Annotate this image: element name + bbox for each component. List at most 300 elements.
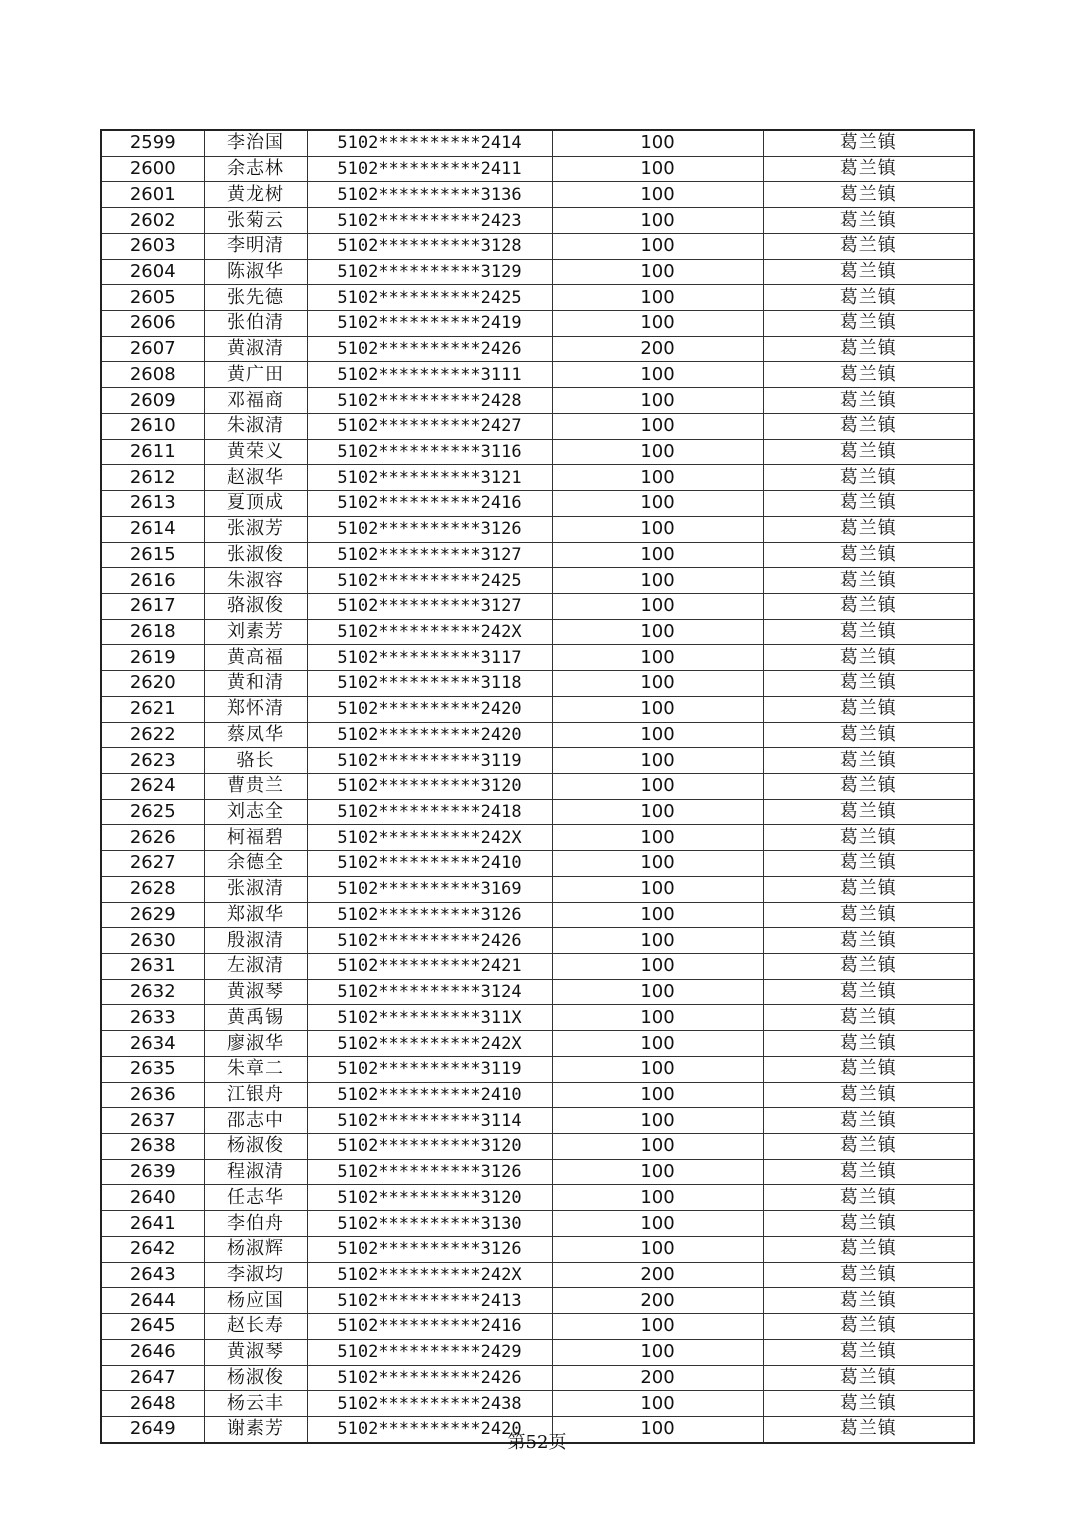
amount-cell: 100 bbox=[552, 208, 763, 234]
serial-number-cell: 2602 bbox=[101, 208, 204, 234]
town-cell: 葛兰镇 bbox=[763, 208, 974, 234]
table-row bbox=[101, 362, 974, 388]
serial-number-cell: 2605 bbox=[101, 285, 204, 311]
person-name-cell: 程淑清 bbox=[204, 1159, 307, 1185]
serial-number-cell: 2637 bbox=[101, 1108, 204, 1134]
table-row bbox=[101, 233, 974, 259]
town-cell: 葛兰镇 bbox=[763, 1185, 974, 1211]
amount-cell: 100 bbox=[552, 1134, 763, 1160]
person-name-cell: 李伯舟 bbox=[204, 1211, 307, 1237]
table-row bbox=[101, 593, 974, 619]
id-number-cell: 5102**********242X bbox=[307, 825, 552, 851]
serial-number-cell: 2635 bbox=[101, 1056, 204, 1082]
table-row bbox=[101, 388, 974, 414]
serial-number-cell: 2647 bbox=[101, 1365, 204, 1391]
town-cell: 葛兰镇 bbox=[763, 1108, 974, 1134]
amount-cell: 100 bbox=[552, 696, 763, 722]
amount-cell: 100 bbox=[552, 825, 763, 851]
serial-number-cell: 2627 bbox=[101, 851, 204, 877]
person-name-cell: 赵淑华 bbox=[204, 465, 307, 491]
town-cell: 葛兰镇 bbox=[763, 799, 974, 825]
person-name-cell: 骆淑俊 bbox=[204, 593, 307, 619]
person-name-cell: 李明清 bbox=[204, 233, 307, 259]
person-name-cell: 黄淑琴 bbox=[204, 1339, 307, 1365]
table-row bbox=[101, 413, 974, 439]
amount-cell: 100 bbox=[552, 876, 763, 902]
amount-cell: 100 bbox=[552, 130, 763, 156]
id-number-cell: 5102**********2421 bbox=[307, 954, 552, 980]
serial-number-cell: 2620 bbox=[101, 671, 204, 697]
id-number-cell: 5102**********3121 bbox=[307, 465, 552, 491]
serial-number-cell: 2618 bbox=[101, 619, 204, 645]
town-cell: 葛兰镇 bbox=[763, 1005, 974, 1031]
town-cell: 葛兰镇 bbox=[763, 542, 974, 568]
id-number-cell: 5102**********2410 bbox=[307, 1082, 552, 1108]
amount-cell: 100 bbox=[552, 1005, 763, 1031]
person-name-cell: 张淑俊 bbox=[204, 542, 307, 568]
table-row bbox=[101, 825, 974, 851]
id-number-cell: 5102**********3130 bbox=[307, 1211, 552, 1237]
table-row bbox=[101, 1031, 974, 1057]
person-name-cell: 张淑芳 bbox=[204, 516, 307, 542]
serial-number-cell: 2607 bbox=[101, 336, 204, 362]
table-row bbox=[101, 1339, 974, 1365]
amount-cell: 100 bbox=[552, 1056, 763, 1082]
town-cell: 葛兰镇 bbox=[763, 388, 974, 414]
table-row bbox=[101, 799, 974, 825]
town-cell: 葛兰镇 bbox=[763, 876, 974, 902]
amount-cell: 100 bbox=[552, 593, 763, 619]
serial-number-cell: 2638 bbox=[101, 1134, 204, 1160]
person-name-cell: 黄高福 bbox=[204, 645, 307, 671]
person-name-cell: 邵志中 bbox=[204, 1108, 307, 1134]
town-cell: 葛兰镇 bbox=[763, 902, 974, 928]
serial-number-cell: 2601 bbox=[101, 182, 204, 208]
person-name-cell: 柯福碧 bbox=[204, 825, 307, 851]
town-cell: 葛兰镇 bbox=[763, 516, 974, 542]
table-row bbox=[101, 542, 974, 568]
id-number-cell: 5102**********3129 bbox=[307, 259, 552, 285]
roster-table bbox=[100, 129, 975, 1444]
table-row bbox=[101, 979, 974, 1005]
town-cell: 葛兰镇 bbox=[763, 645, 974, 671]
id-number-cell: 5102**********3114 bbox=[307, 1108, 552, 1134]
serial-number-cell: 2622 bbox=[101, 722, 204, 748]
amount-cell: 100 bbox=[552, 1339, 763, 1365]
table-row bbox=[101, 773, 974, 799]
town-cell: 葛兰镇 bbox=[763, 928, 974, 954]
id-number-cell: 5102**********3127 bbox=[307, 542, 552, 568]
id-number-cell: 5102**********3126 bbox=[307, 1159, 552, 1185]
town-cell: 葛兰镇 bbox=[763, 1365, 974, 1391]
town-cell: 葛兰镇 bbox=[763, 619, 974, 645]
id-number-cell: 5102**********311X bbox=[307, 1005, 552, 1031]
amount-cell: 100 bbox=[552, 722, 763, 748]
town-cell: 葛兰镇 bbox=[763, 748, 974, 774]
town-cell: 葛兰镇 bbox=[763, 1314, 974, 1340]
id-number-cell: 5102**********2410 bbox=[307, 851, 552, 877]
town-cell: 葛兰镇 bbox=[763, 773, 974, 799]
serial-number-cell: 2641 bbox=[101, 1211, 204, 1237]
amount-cell: 200 bbox=[552, 336, 763, 362]
id-number-cell: 5102**********3116 bbox=[307, 439, 552, 465]
serial-number-cell: 2604 bbox=[101, 259, 204, 285]
person-name-cell: 黄禹锡 bbox=[204, 1005, 307, 1031]
id-number-cell: 5102**********242X bbox=[307, 1262, 552, 1288]
serial-number-cell: 2640 bbox=[101, 1185, 204, 1211]
town-cell: 葛兰镇 bbox=[763, 954, 974, 980]
id-number-cell: 5102**********2438 bbox=[307, 1391, 552, 1417]
serial-number-cell: 2609 bbox=[101, 388, 204, 414]
amount-cell: 100 bbox=[552, 233, 763, 259]
amount-cell: 100 bbox=[552, 773, 763, 799]
amount-cell: 100 bbox=[552, 542, 763, 568]
town-cell: 葛兰镇 bbox=[763, 1134, 974, 1160]
person-name-cell: 谢素芳 bbox=[204, 1416, 307, 1442]
town-cell: 葛兰镇 bbox=[763, 825, 974, 851]
town-cell: 葛兰镇 bbox=[763, 465, 974, 491]
person-name-cell: 杨淑俊 bbox=[204, 1365, 307, 1391]
id-number-cell: 5102**********3127 bbox=[307, 593, 552, 619]
table-row bbox=[101, 1391, 974, 1417]
amount-cell: 100 bbox=[552, 671, 763, 697]
person-name-cell: 殷淑清 bbox=[204, 928, 307, 954]
person-name-cell: 黄淑琴 bbox=[204, 979, 307, 1005]
table-row bbox=[101, 954, 974, 980]
amount-cell: 100 bbox=[552, 902, 763, 928]
serial-number-cell: 2630 bbox=[101, 928, 204, 954]
table-row bbox=[101, 722, 974, 748]
town-cell: 葛兰镇 bbox=[763, 1236, 974, 1262]
id-number-cell: 5102**********3120 bbox=[307, 1134, 552, 1160]
town-cell: 葛兰镇 bbox=[763, 1056, 974, 1082]
id-number-cell: 5102**********2426 bbox=[307, 336, 552, 362]
amount-cell: 100 bbox=[552, 748, 763, 774]
table-row bbox=[101, 1365, 974, 1391]
town-cell: 葛兰镇 bbox=[763, 1391, 974, 1417]
person-name-cell: 张伯清 bbox=[204, 311, 307, 337]
id-number-cell: 5102**********2423 bbox=[307, 208, 552, 234]
person-name-cell: 刘素芳 bbox=[204, 619, 307, 645]
town-cell: 葛兰镇 bbox=[763, 1416, 974, 1442]
amount-cell: 200 bbox=[552, 1365, 763, 1391]
table-row bbox=[101, 1236, 974, 1262]
amount-cell: 100 bbox=[552, 928, 763, 954]
town-cell: 葛兰镇 bbox=[763, 1262, 974, 1288]
table-row bbox=[101, 902, 974, 928]
serial-number-cell: 2643 bbox=[101, 1262, 204, 1288]
table-row bbox=[101, 516, 974, 542]
table-row bbox=[101, 491, 974, 517]
id-number-cell: 5102**********3117 bbox=[307, 645, 552, 671]
amount-cell: 100 bbox=[552, 182, 763, 208]
town-cell: 葛兰镇 bbox=[763, 568, 974, 594]
table-row bbox=[101, 876, 974, 902]
serial-number-cell: 2612 bbox=[101, 465, 204, 491]
town-cell: 葛兰镇 bbox=[763, 491, 974, 517]
id-number-cell: 5102**********2427 bbox=[307, 413, 552, 439]
id-number-cell: 5102**********3126 bbox=[307, 516, 552, 542]
serial-number-cell: 2634 bbox=[101, 1031, 204, 1057]
table-row bbox=[101, 285, 974, 311]
id-number-cell: 5102**********2420 bbox=[307, 1416, 552, 1442]
town-cell: 葛兰镇 bbox=[763, 671, 974, 697]
table-row bbox=[101, 182, 974, 208]
person-name-cell: 骆长 bbox=[204, 748, 307, 774]
table-row bbox=[101, 1159, 974, 1185]
amount-cell: 100 bbox=[552, 1159, 763, 1185]
person-name-cell: 陈淑华 bbox=[204, 259, 307, 285]
person-name-cell: 邓福商 bbox=[204, 388, 307, 414]
id-number-cell: 5102**********3119 bbox=[307, 1056, 552, 1082]
id-number-cell: 5102**********3120 bbox=[307, 1185, 552, 1211]
serial-number-cell: 2621 bbox=[101, 696, 204, 722]
serial-number-cell: 2644 bbox=[101, 1288, 204, 1314]
amount-cell: 100 bbox=[552, 851, 763, 877]
town-cell: 葛兰镇 bbox=[763, 336, 974, 362]
person-name-cell: 赵长寿 bbox=[204, 1314, 307, 1340]
town-cell: 葛兰镇 bbox=[763, 182, 974, 208]
person-name-cell: 杨淑辉 bbox=[204, 1236, 307, 1262]
town-cell: 葛兰镇 bbox=[763, 722, 974, 748]
town-cell: 葛兰镇 bbox=[763, 593, 974, 619]
town-cell: 葛兰镇 bbox=[763, 233, 974, 259]
serial-number-cell: 2628 bbox=[101, 876, 204, 902]
person-name-cell: 李治国 bbox=[204, 130, 307, 156]
table-row bbox=[101, 928, 974, 954]
serial-number-cell: 2613 bbox=[101, 491, 204, 517]
amount-cell: 100 bbox=[552, 362, 763, 388]
id-number-cell: 5102**********2429 bbox=[307, 1339, 552, 1365]
town-cell: 葛兰镇 bbox=[763, 696, 974, 722]
person-name-cell: 朱章二 bbox=[204, 1056, 307, 1082]
table-row bbox=[101, 1134, 974, 1160]
person-name-cell: 李淑均 bbox=[204, 1262, 307, 1288]
id-number-cell: 5102**********2418 bbox=[307, 799, 552, 825]
amount-cell: 100 bbox=[552, 516, 763, 542]
serial-number-cell: 2642 bbox=[101, 1236, 204, 1262]
person-name-cell: 余德全 bbox=[204, 851, 307, 877]
town-cell: 葛兰镇 bbox=[763, 285, 974, 311]
amount-cell: 100 bbox=[552, 285, 763, 311]
town-cell: 葛兰镇 bbox=[763, 1211, 974, 1237]
amount-cell: 100 bbox=[552, 799, 763, 825]
person-name-cell: 朱淑清 bbox=[204, 413, 307, 439]
id-number-cell: 5102**********242X bbox=[307, 1031, 552, 1057]
id-number-cell: 5102**********2420 bbox=[307, 722, 552, 748]
town-cell: 葛兰镇 bbox=[763, 259, 974, 285]
amount-cell: 100 bbox=[552, 954, 763, 980]
person-name-cell: 黄荣义 bbox=[204, 439, 307, 465]
serial-number-cell: 2623 bbox=[101, 748, 204, 774]
person-name-cell: 郑淑华 bbox=[204, 902, 307, 928]
id-number-cell: 5102**********2411 bbox=[307, 156, 552, 182]
id-number-cell: 5102**********3169 bbox=[307, 876, 552, 902]
table-row bbox=[101, 156, 974, 182]
person-name-cell: 任志华 bbox=[204, 1185, 307, 1211]
serial-number-cell: 2625 bbox=[101, 799, 204, 825]
town-cell: 葛兰镇 bbox=[763, 851, 974, 877]
amount-cell: 100 bbox=[552, 311, 763, 337]
table-row bbox=[101, 208, 974, 234]
person-name-cell: 刘志全 bbox=[204, 799, 307, 825]
table-row bbox=[101, 1082, 974, 1108]
id-number-cell: 5102**********3128 bbox=[307, 233, 552, 259]
amount-cell: 100 bbox=[552, 491, 763, 517]
serial-number-cell: 2617 bbox=[101, 593, 204, 619]
id-number-cell: 5102**********2420 bbox=[307, 696, 552, 722]
id-number-cell: 5102**********3126 bbox=[307, 902, 552, 928]
id-number-cell: 5102**********2425 bbox=[307, 285, 552, 311]
serial-number-cell: 2633 bbox=[101, 1005, 204, 1031]
serial-number-cell: 2632 bbox=[101, 979, 204, 1005]
person-name-cell: 杨应国 bbox=[204, 1288, 307, 1314]
serial-number-cell: 2624 bbox=[101, 773, 204, 799]
amount-cell: 200 bbox=[552, 1288, 763, 1314]
id-number-cell: 5102**********2414 bbox=[307, 130, 552, 156]
serial-number-cell: 2608 bbox=[101, 362, 204, 388]
town-cell: 葛兰镇 bbox=[763, 1288, 974, 1314]
amount-cell: 100 bbox=[552, 413, 763, 439]
table-row bbox=[101, 645, 974, 671]
amount-cell: 200 bbox=[552, 1262, 763, 1288]
town-cell: 葛兰镇 bbox=[763, 979, 974, 1005]
id-number-cell: 5102**********2426 bbox=[307, 1365, 552, 1391]
amount-cell: 100 bbox=[552, 568, 763, 594]
serial-number-cell: 2629 bbox=[101, 902, 204, 928]
id-number-cell: 5102**********3118 bbox=[307, 671, 552, 697]
table-row bbox=[101, 1288, 974, 1314]
id-number-cell: 5102**********2426 bbox=[307, 928, 552, 954]
amount-cell: 100 bbox=[552, 1236, 763, 1262]
table-row bbox=[101, 671, 974, 697]
amount-cell: 100 bbox=[552, 1108, 763, 1134]
town-cell: 葛兰镇 bbox=[763, 1339, 974, 1365]
person-name-cell: 朱淑容 bbox=[204, 568, 307, 594]
id-number-cell: 5102**********3126 bbox=[307, 1236, 552, 1262]
table-row bbox=[101, 311, 974, 337]
serial-number-cell: 2636 bbox=[101, 1082, 204, 1108]
table-row bbox=[101, 568, 974, 594]
town-cell: 葛兰镇 bbox=[763, 1082, 974, 1108]
serial-number-cell: 2639 bbox=[101, 1159, 204, 1185]
town-cell: 葛兰镇 bbox=[763, 439, 974, 465]
id-number-cell: 5102**********3124 bbox=[307, 979, 552, 1005]
serial-number-cell: 2646 bbox=[101, 1339, 204, 1365]
id-number-cell: 5102**********2416 bbox=[307, 1314, 552, 1340]
person-name-cell: 蔡凤华 bbox=[204, 722, 307, 748]
id-number-cell: 5102**********3119 bbox=[307, 748, 552, 774]
serial-number-cell: 2614 bbox=[101, 516, 204, 542]
table-row bbox=[101, 1005, 974, 1031]
serial-number-cell: 2619 bbox=[101, 645, 204, 671]
table-row bbox=[101, 336, 974, 362]
serial-number-cell: 2649 bbox=[101, 1416, 204, 1442]
id-number-cell: 5102**********3136 bbox=[307, 182, 552, 208]
table-row bbox=[101, 1211, 974, 1237]
person-name-cell: 廖淑华 bbox=[204, 1031, 307, 1057]
table-row bbox=[101, 465, 974, 491]
serial-number-cell: 2600 bbox=[101, 156, 204, 182]
town-cell: 葛兰镇 bbox=[763, 156, 974, 182]
table-row bbox=[101, 619, 974, 645]
amount-cell: 100 bbox=[552, 439, 763, 465]
id-number-cell: 5102**********2428 bbox=[307, 388, 552, 414]
serial-number-cell: 2610 bbox=[101, 413, 204, 439]
amount-cell: 100 bbox=[552, 388, 763, 414]
person-name-cell: 张淑清 bbox=[204, 876, 307, 902]
table-row bbox=[101, 696, 974, 722]
id-number-cell: 5102**********2419 bbox=[307, 311, 552, 337]
serial-number-cell: 2626 bbox=[101, 825, 204, 851]
town-cell: 葛兰镇 bbox=[763, 311, 974, 337]
amount-cell: 100 bbox=[552, 1082, 763, 1108]
serial-number-cell: 2606 bbox=[101, 311, 204, 337]
amount-cell: 100 bbox=[552, 1416, 763, 1442]
person-name-cell: 黄龙树 bbox=[204, 182, 307, 208]
amount-cell: 100 bbox=[552, 259, 763, 285]
amount-cell: 100 bbox=[552, 1314, 763, 1340]
person-name-cell: 江银舟 bbox=[204, 1082, 307, 1108]
serial-number-cell: 2645 bbox=[101, 1314, 204, 1340]
amount-cell: 100 bbox=[552, 1391, 763, 1417]
table-row bbox=[101, 1185, 974, 1211]
id-number-cell: 5102**********2413 bbox=[307, 1288, 552, 1314]
person-name-cell: 杨云丰 bbox=[204, 1391, 307, 1417]
table-row bbox=[101, 748, 974, 774]
amount-cell: 100 bbox=[552, 1185, 763, 1211]
id-number-cell: 5102**********242X bbox=[307, 619, 552, 645]
roster-body bbox=[101, 130, 974, 1443]
person-name-cell: 曹贵兰 bbox=[204, 773, 307, 799]
id-number-cell: 5102**********2416 bbox=[307, 491, 552, 517]
amount-cell: 100 bbox=[552, 156, 763, 182]
person-name-cell: 夏顶成 bbox=[204, 491, 307, 517]
town-cell: 葛兰镇 bbox=[763, 1159, 974, 1185]
serial-number-cell: 2611 bbox=[101, 439, 204, 465]
amount-cell: 100 bbox=[552, 979, 763, 1005]
serial-number-cell: 2631 bbox=[101, 954, 204, 980]
person-name-cell: 黄广田 bbox=[204, 362, 307, 388]
amount-cell: 100 bbox=[552, 645, 763, 671]
table-row bbox=[101, 1108, 974, 1134]
person-name-cell: 黄淑清 bbox=[204, 336, 307, 362]
table-row bbox=[101, 851, 974, 877]
table-row bbox=[101, 1314, 974, 1340]
serial-number-cell: 2615 bbox=[101, 542, 204, 568]
table-row bbox=[101, 439, 974, 465]
person-name-cell: 杨淑俊 bbox=[204, 1134, 307, 1160]
amount-cell: 100 bbox=[552, 1031, 763, 1057]
town-cell: 葛兰镇 bbox=[763, 1031, 974, 1057]
amount-cell: 100 bbox=[552, 1211, 763, 1237]
person-name-cell: 左淑清 bbox=[204, 954, 307, 980]
serial-number-cell: 2616 bbox=[101, 568, 204, 594]
person-name-cell: 张菊云 bbox=[204, 208, 307, 234]
amount-cell: 100 bbox=[552, 465, 763, 491]
person-name-cell: 余志林 bbox=[204, 156, 307, 182]
town-cell: 葛兰镇 bbox=[763, 130, 974, 156]
serial-number-cell: 2599 bbox=[101, 130, 204, 156]
serial-number-cell: 2603 bbox=[101, 233, 204, 259]
id-number-cell: 5102**********3111 bbox=[307, 362, 552, 388]
serial-number-cell: 2648 bbox=[101, 1391, 204, 1417]
person-name-cell: 黄和清 bbox=[204, 671, 307, 697]
table-row bbox=[101, 1262, 974, 1288]
id-number-cell: 5102**********3120 bbox=[307, 773, 552, 799]
town-cell: 葛兰镇 bbox=[763, 362, 974, 388]
town-cell: 葛兰镇 bbox=[763, 413, 974, 439]
